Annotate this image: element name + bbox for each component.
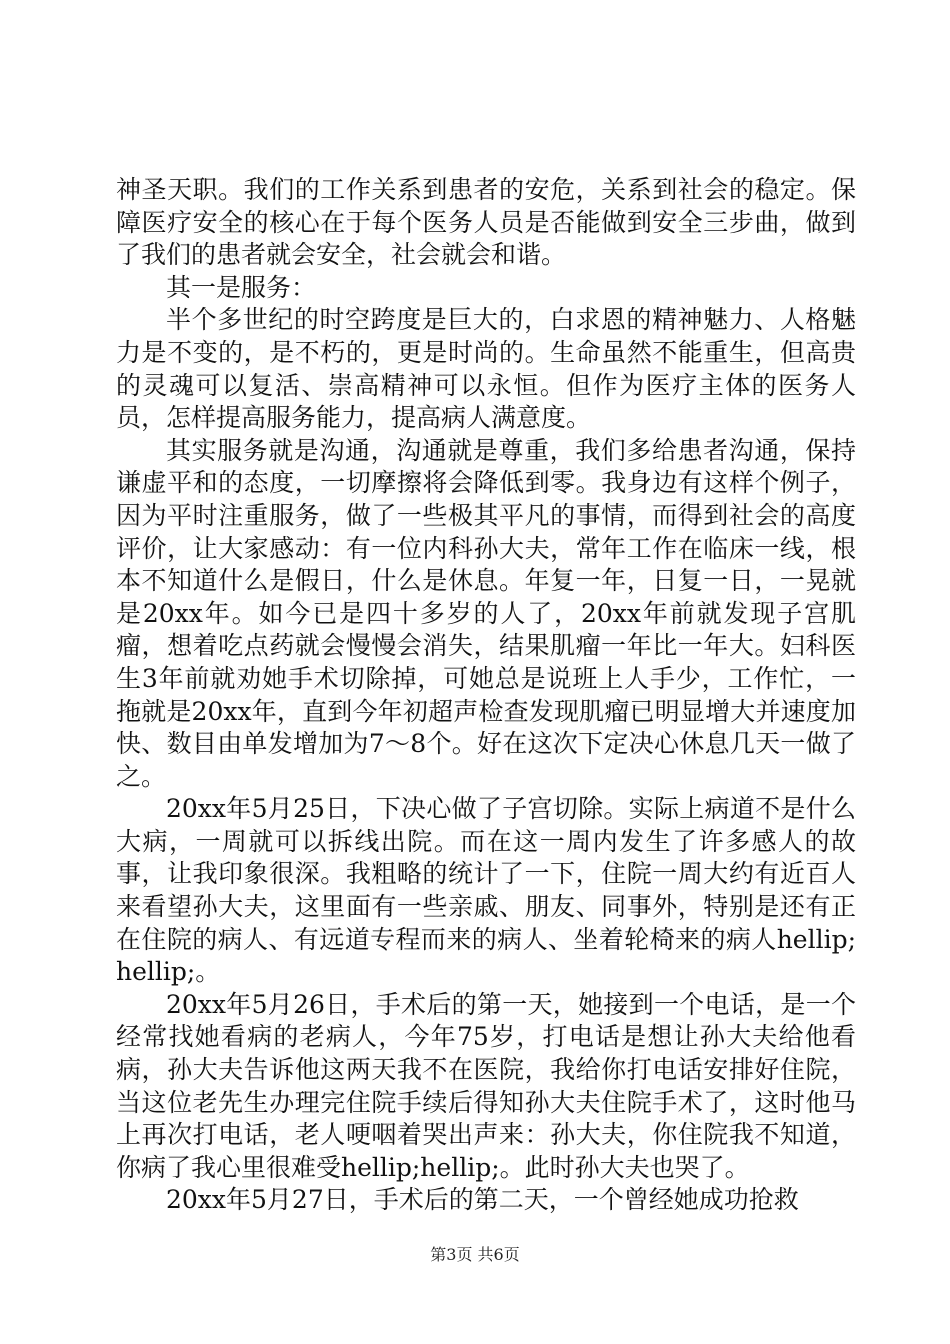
paragraph: 神圣天职。我们的工作关系到患者的安危，关系到社会的稳定。保障医疗安全的核心在于每个医务人员是否能做到安全三步曲，做到了我们的患者就会安全，社会就会和谐。 bbox=[116, 175, 856, 270]
paragraph: 其一是服务： bbox=[166, 272, 317, 302]
page-number-footer: 第3页 共6页 bbox=[430, 1245, 520, 1264]
paragraph: 半个多世纪的时空跨度是巨大的，白求恩的精神魅力、人格魅力是不变的，是不朽的，更是时尚的。生命虽然不能重生，但高贵的灵魂可以复活、崇高精神可以永恒。但作为医疗主体的医务人员，怎样提高服务能力，提高病人满意度。 bbox=[116, 305, 856, 433]
paragraph: 20xx年5月27日，手术后的第二天，一个曾经她成功抢救 bbox=[166, 1185, 799, 1215]
paragraph: 20xx年5月25日，下决心做了子宫切除。实际上病道不是什么大病，一周就可以拆线出院。而在这一周内发生了许多感人的故事，让我印象很深。我粗略的统计了一下，住院一周大约有近百人来看望孙大夫，这里面有一些亲戚、朋友、同事外，特别是还有正在住院的病人、有远道专程而来的病人、坐着轮椅来的病人hellip;hellip;。 bbox=[116, 794, 856, 987]
paragraph: 其实服务就是沟通，沟通就是尊重，我们多给患者沟通，保持谦虚平和的态度，一切摩擦将会降低到零。我身边有这样个例子，因为平时注重服务，做了一些极其平凡的事情，而得到社会的高度评价，让大家感动：有一位内科孙大夫，常年工作在临床一线，根本不知道什么是假日，什么是休息。年复一年，日复一日，一晃就是20xx年。如今已是四十多岁的人了，20xx年前就发现子宫肌瘤，想着吃点药就会慢慢会消失，结果肌瘤一年比一年大。妇科医生3年前就劝她手术切除掉，可她总是说班上人手少，工作忙，一拖就是20xx年，直到今年初超声检查发现肌瘤已明显增大并速度加快、数目由单发增加为7～8个。好在这次下定决心休息几天一做了之。 bbox=[116, 435, 856, 791]
paragraph: 20xx年5月26日，手术后的第一天，她接到一个电话，是一个经常找她看病的老病人，今年75岁，打电话是想让孙大夫给他看病，孙大夫告诉他这两天我不在医院，我给你打电话安排好住院，当这位老先生办理完住院手续后得知孙大夫住院手术了，这时他马上再次打电话，老人哽咽着哭出声来：孙大夫，你住院我不知道，你病了我心里很难受hellip;hellip;。此时孙大夫也哭了。 bbox=[116, 989, 856, 1182]
document-body bbox=[116, 174, 856, 1217]
